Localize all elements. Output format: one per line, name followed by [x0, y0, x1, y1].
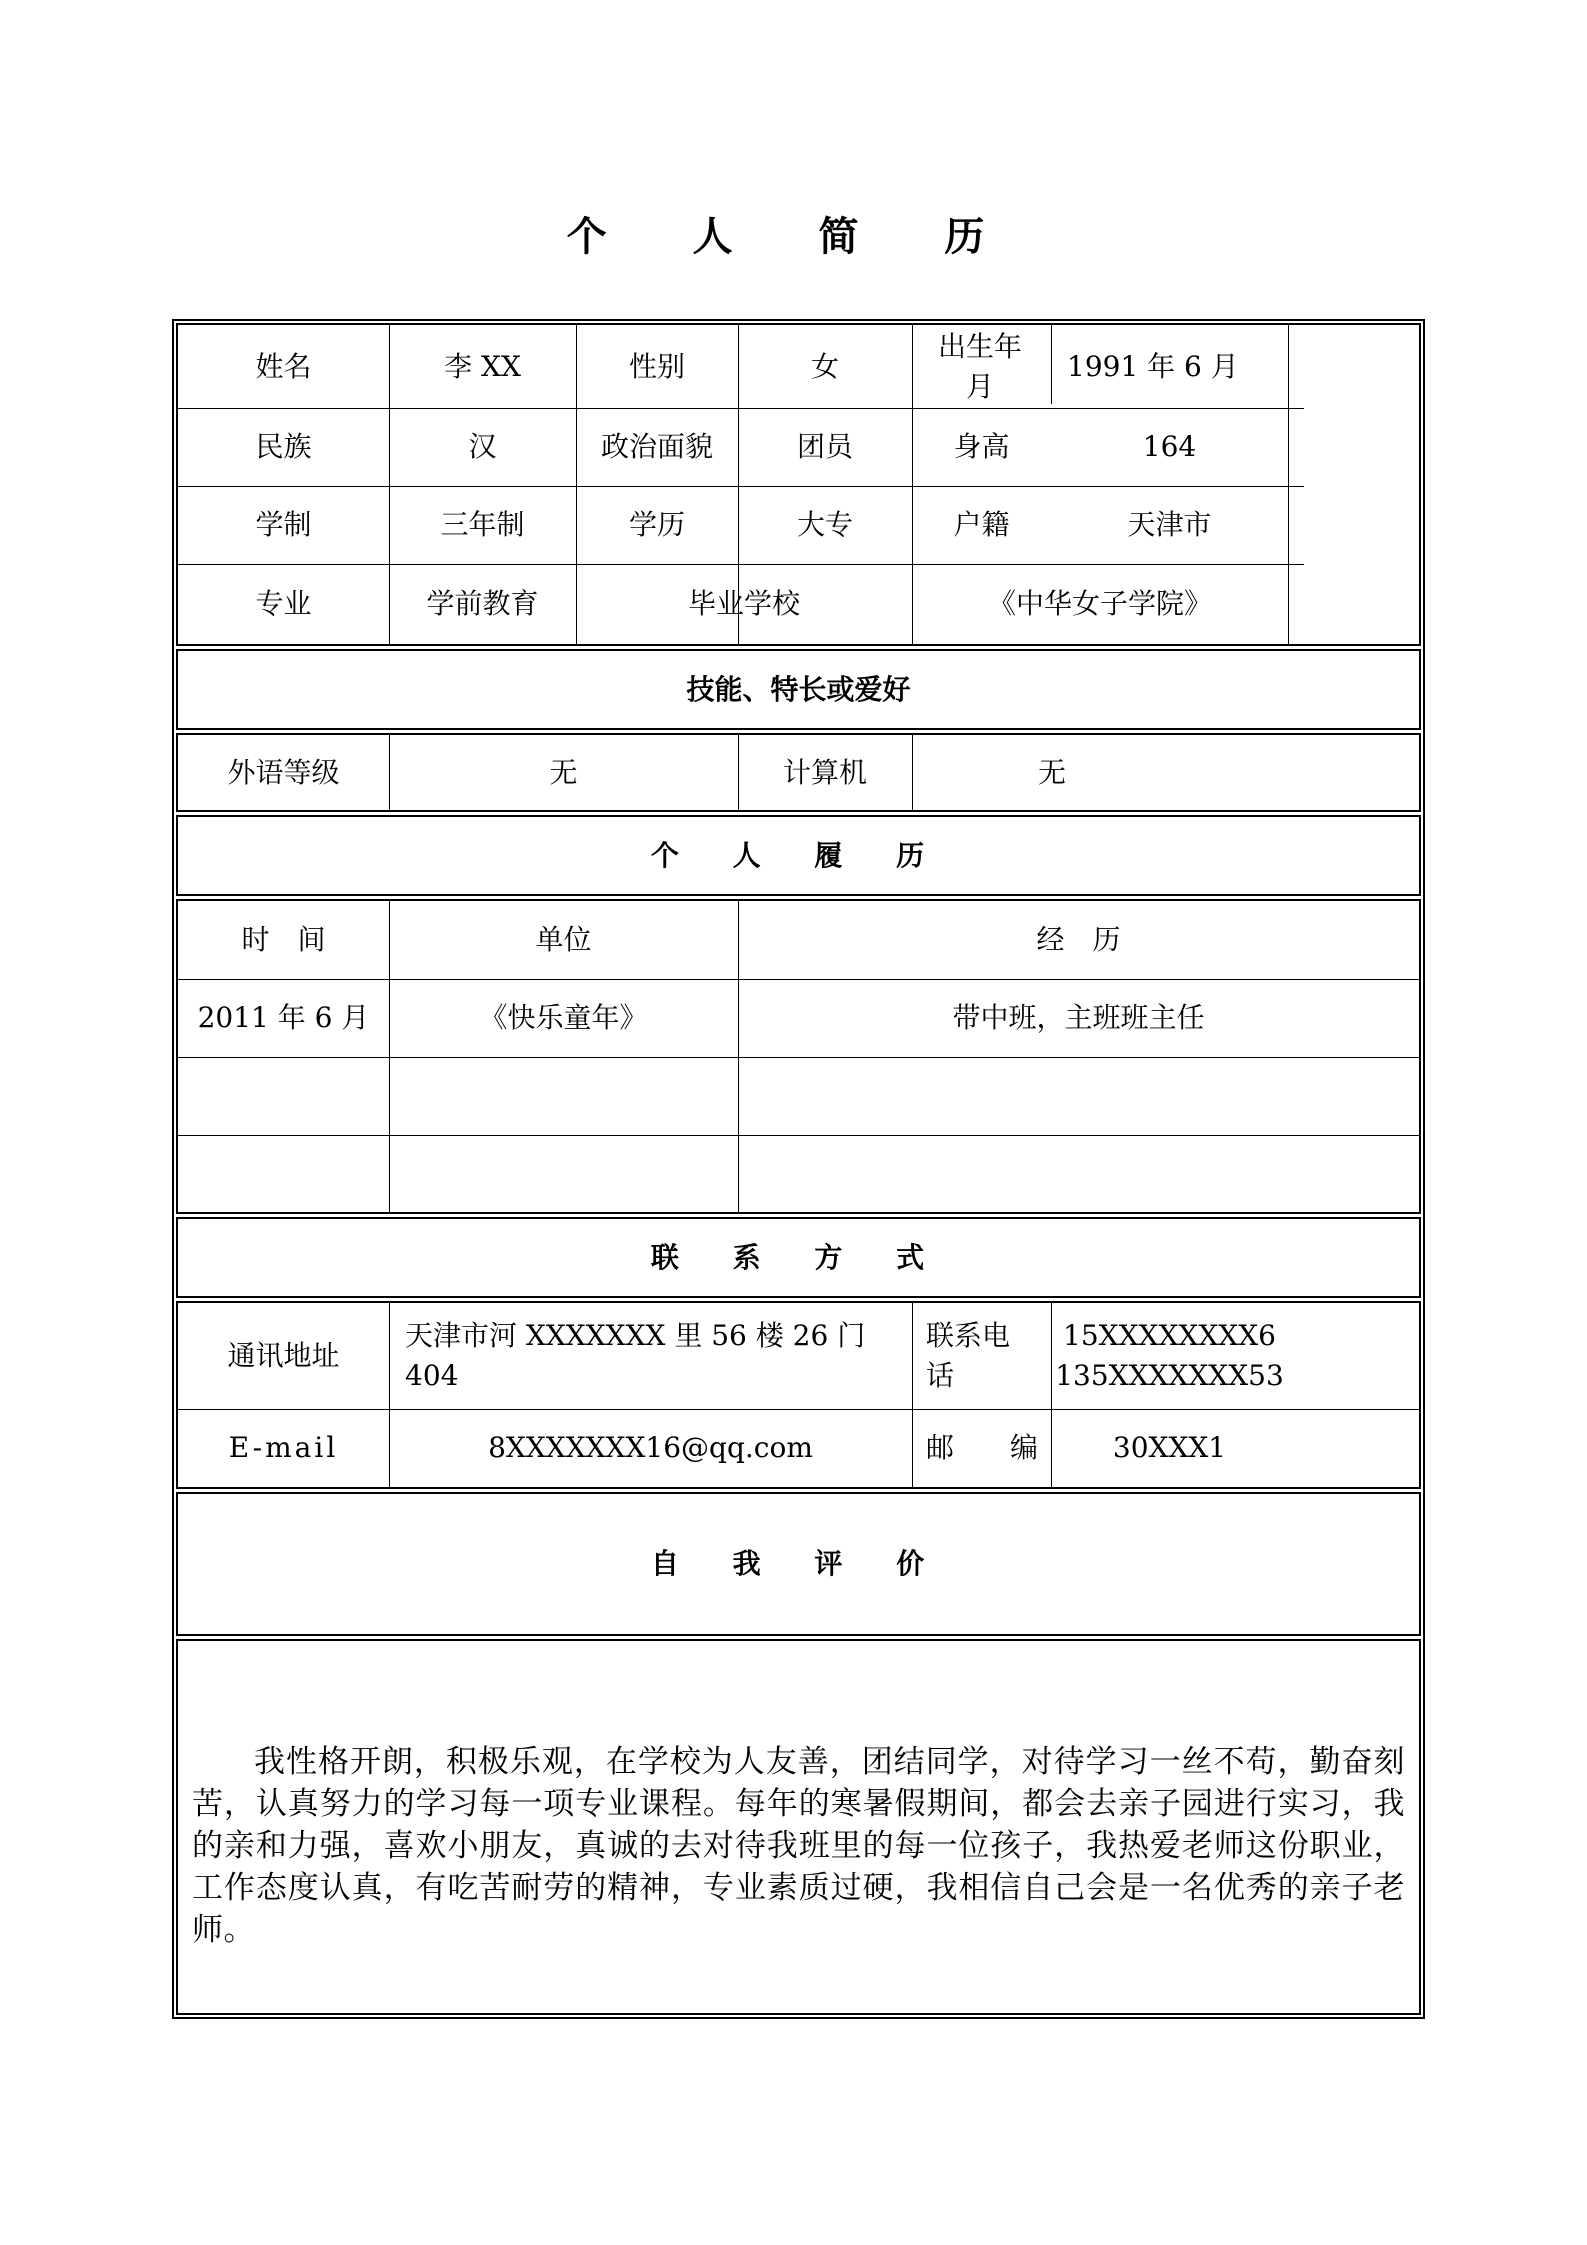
- contact-table: [176, 1301, 1421, 1489]
- schooling-value: 三年制: [440, 508, 525, 541]
- history-row-3-experience: [738, 1135, 1419, 1212]
- self-eval-body: [176, 1639, 1421, 2015]
- address-label: 通讯地址: [227, 1339, 340, 1372]
- history-col-time: 时 间: [241, 923, 326, 956]
- foreign-language-label: 外语等级: [227, 755, 340, 789]
- history-row-1-time: 2011 年 6 月: [197, 1001, 370, 1034]
- zip-value: 30XXX1: [1112, 1431, 1227, 1464]
- gender-label: 性别: [628, 349, 685, 383]
- history-header: 个 人 履 历: [650, 838, 947, 872]
- major-value: 学前教育: [426, 587, 539, 620]
- contact-header-row: [176, 1217, 1421, 1298]
- political-label: 政治面貌: [600, 430, 713, 463]
- history-row-3-time: [178, 1135, 389, 1212]
- self-eval-header: 自 我 评 价: [650, 1547, 947, 1580]
- ethnicity-value: 汉: [468, 430, 497, 463]
- history-row-1-unit: 《快乐童年》: [479, 1001, 648, 1034]
- basic-info-table: [176, 323, 1421, 646]
- major-label: 专业: [255, 587, 312, 620]
- computer-label: 计算机: [782, 755, 867, 789]
- hukou-label: 户籍: [953, 508, 1010, 541]
- history-col-unit: 单位: [535, 923, 592, 956]
- skills-header: 技能、特长或爱好: [686, 672, 911, 706]
- foreign-language-value: 无: [549, 755, 578, 789]
- height-value: 164: [1142, 430, 1197, 463]
- contact-header: 联 系 方 式: [650, 1240, 947, 1274]
- skills-table: [176, 733, 1421, 812]
- name-label: 姓名: [255, 349, 312, 383]
- history-row-2-time: [178, 1057, 389, 1135]
- political-value: 团员: [796, 430, 853, 463]
- zip-label: 邮 编: [926, 1431, 1039, 1464]
- phone-label: 联系电话: [926, 1319, 1011, 1392]
- history-table: [176, 899, 1421, 1214]
- email-label: E-mail: [228, 1431, 339, 1464]
- height-label: 身高: [953, 430, 1010, 463]
- name-value: 李 XX: [444, 349, 521, 383]
- page-title: 个 人 简 历: [566, 213, 1021, 260]
- school-label: 毕业学校: [687, 587, 800, 620]
- computer-value: 无: [1037, 755, 1066, 789]
- ethnicity-label: 民族: [255, 430, 312, 463]
- skills-header-row: [176, 649, 1421, 730]
- education-value: 大专: [796, 508, 853, 541]
- education-label: 学历: [628, 508, 685, 541]
- history-row-2-unit: [389, 1057, 738, 1135]
- phone-values: [1051, 1303, 1288, 1409]
- self-eval-header-row: [176, 1492, 1421, 1636]
- history-header-row: [176, 815, 1421, 896]
- school-value: 《中华女子学院》: [987, 587, 1212, 620]
- phone-2: 135XXXXXXX53: [1055, 1359, 1284, 1392]
- gender-value: 女: [810, 349, 839, 383]
- history-row-1-experience: 带中班，主班班主任: [952, 1001, 1205, 1034]
- schooling-label: 学制: [255, 508, 312, 541]
- phone-1: 15XXXXXXXX6: [1063, 1319, 1276, 1352]
- birth-label: 出生年月: [937, 329, 1022, 403]
- history-row-3-unit: [389, 1135, 738, 1212]
- self-eval-text: 我性格开朗，积极乐观，在学校为人友善，团结同学，对待学习一丝不苟，勤奋刻苦，认真努力的学习每一项专业课程。每年的寒暑假期间，都会去亲子园进行实习，我的亲和力强，喜欢小朋友，真诚的去对待我班里的每一位孩子，我热爱老师这份职业，工作态度认真，有吃苦耐劳的精神，专业素质过硬，我相信自己会是一名优秀的亲子老师。: [192, 1744, 1405, 1948]
- address-value: 天津市河 XXXXXXX 里 56 楼 26 门 404: [405, 1319, 866, 1392]
- hukou-value: 天津市: [1127, 508, 1212, 541]
- history-col-experience: 经 历: [1036, 923, 1121, 956]
- email-value: 8XXXXXXX16@qq.com: [488, 1431, 813, 1464]
- history-row-2-experience: [738, 1057, 1419, 1135]
- birth-value: 1991 年 6 月: [1067, 349, 1239, 383]
